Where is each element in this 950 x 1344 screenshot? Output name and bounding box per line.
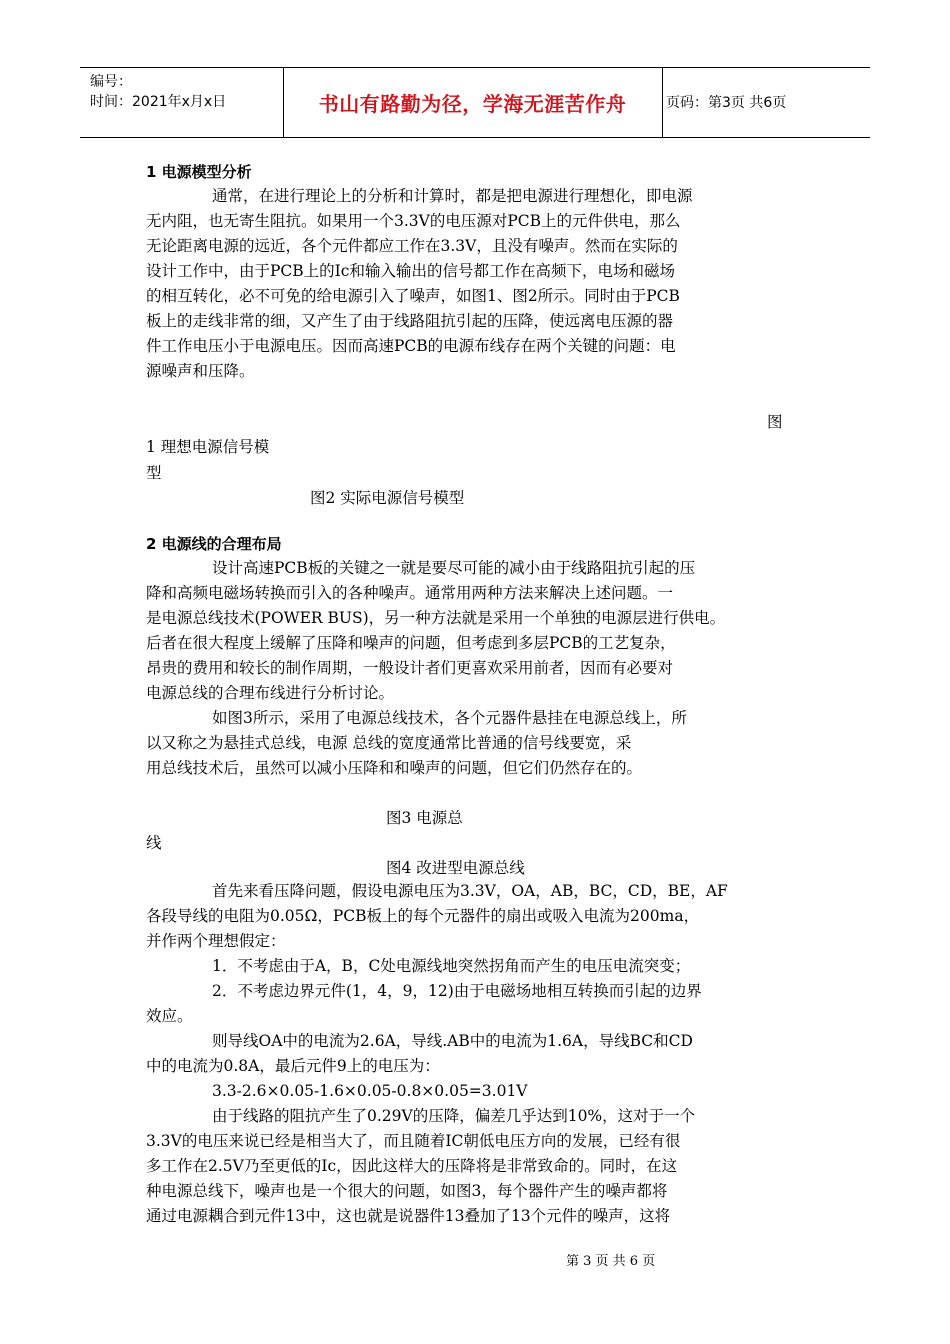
paragraph-line: 电源总线的合理布线进行分析讨论。: [146, 684, 395, 702]
paragraph-line: 设计高速PCB板的关键之一就是要尽可能的减小由于线路阻抗引起的压: [212, 559, 696, 577]
paragraph-line: 是电源总线技术(POWER BUS)，另一种方法就是采用一个单独的电源层进行供电。: [146, 609, 726, 627]
paragraph-line: 降和高频电磁场转换而引入的各种噪声。通常用两种方法来解决上述问题。一: [146, 584, 674, 602]
paragraph-line: 用总线技术后，虽然可以减小压降和和噪声的问题，但它们仍然存在的。: [146, 759, 643, 777]
paragraph-line: 通常，在进行理论上的分析和计算时，都是把电源进行理想化，即电源: [212, 187, 693, 205]
assumption-item: 2．不考虑边界元件(1，4，9，12)由于电磁场地相互转换而引起的边界: [212, 982, 702, 1000]
number-label: 编号：: [90, 74, 132, 90]
paragraph-line: 3.3V的电压来说已经是相当大了，而且随着IC朝低电压方向的发展，已经有很: [146, 1132, 681, 1150]
paragraph-line: 的相互转化，必不可免的给电源引入了噪声，如图1、图2所示。同时由于PCB: [146, 287, 680, 305]
paragraph-line: 种电源总线下，噪声也是一个很大的问题，如图3，每个器件产生的噪声都将: [146, 1182, 668, 1200]
paragraph-line: 由于线路的阻抗产生了0.29V的压降，偏差几乎达到10%，这对于一个: [212, 1107, 696, 1125]
document-header: [80, 67, 870, 138]
paragraph-line: 件工作电压小于电源电压。因而高速PCB的电源布线存在两个关键的问题：电: [146, 337, 676, 355]
time-label: 时间：2021年x月x日: [90, 94, 227, 110]
page-footer: 第 3 页 共 6 页: [566, 1254, 656, 1269]
header-left: [90, 72, 226, 112]
paragraph-line: 各段导线的电阻为0.05Ω，PCB板上的每个元器件的扇出或吸入电流为200ma，: [146, 907, 700, 925]
header-divider: [662, 68, 663, 137]
section1-heading: 1 电源模型分析: [146, 163, 252, 181]
paragraph-line: 设计工作中，由于PCB上的Ic和输入输出的信号都工作在高频下，电场和磁场: [146, 262, 675, 280]
figure2-caption: 图2 实际电源信号模型: [310, 489, 465, 507]
header-page-info: 页码：第3页 共6页: [666, 95, 787, 111]
section2-heading: 2 电源线的合理布局: [146, 535, 282, 553]
paragraph-line: 后者在很大程度上缓解了压降和噪声的问题，但考虑到多层PCB的工艺复杂，: [146, 634, 676, 652]
paragraph-line: 如图3所示，采用了电源总线技术，各个元器件悬挂在电源总线上，所: [212, 709, 687, 727]
figure1-caption: 图: [767, 413, 783, 431]
paragraph-line: 无论距离电源的远近，各个元件都应工作在3.3V，且没有噪声。然而在实际的: [146, 237, 678, 255]
paragraph-line: 以又称之为悬挂式总线，电源 总线的宽度通常比普通的信号线要宽，采: [146, 734, 632, 752]
formula: 3.3-2.6×0.05-1.6×0.05-0.8×0.05=3.01V: [212, 1082, 528, 1100]
figure4-caption: 图4 改进型电源总线: [386, 859, 525, 877]
paragraph-line: 并作两个理想假定：: [146, 932, 286, 950]
paragraph-line: 中的电流为0.8A，最后元件9上的电压为：: [146, 1057, 440, 1075]
paragraph-line: 首先来看压降问题，假设电源电压为3.3V，OA，AB，BC，CD，BE，AF: [212, 882, 728, 900]
figure1-caption: 型: [146, 464, 162, 482]
paragraph-line: 板上的走线非常的细，又产生了由于线路阻抗引起的压降，使远离电压源的器: [146, 312, 674, 330]
paragraph-line: 多工作在2.5V乃至更低的Ic，因此这样大的压降将是非常致命的。同时，在这: [146, 1157, 678, 1175]
paragraph-line: 效应。: [146, 1007, 193, 1025]
figure3-caption: 图3 电源总: [386, 809, 463, 827]
assumption-item: 1．不考虑由于A，B，C处电源线地突然拐角而产生的电压电流突变；: [212, 957, 691, 975]
paragraph-line: 昂贵的费用和较长的制作周期，一般设计者们更喜欢采用前者，因而有必要对: [146, 659, 674, 677]
header-divider: [283, 68, 284, 137]
header-motto: 书山有路勤为径，学海无涯苦作舟: [318, 92, 627, 116]
paragraph-line: 则导线OA中的电流为2.6A，导线.AB中的电流为1.6A，导线BC和CD: [212, 1032, 693, 1050]
paragraph-line: 通过电源耦合到元件13中，这也就是说器件13叠加了13个元件的噪声，这将: [146, 1207, 671, 1225]
paragraph-line: 源噪声和压降。: [146, 362, 255, 380]
figure3-caption: 线: [146, 834, 162, 852]
paragraph-line: 无内阻，也无寄生阻抗。如果用一个3.3V的电压源对PCB上的元件供电，那么: [146, 212, 681, 230]
figure1-caption: 1 理想电源信号模: [146, 438, 270, 456]
